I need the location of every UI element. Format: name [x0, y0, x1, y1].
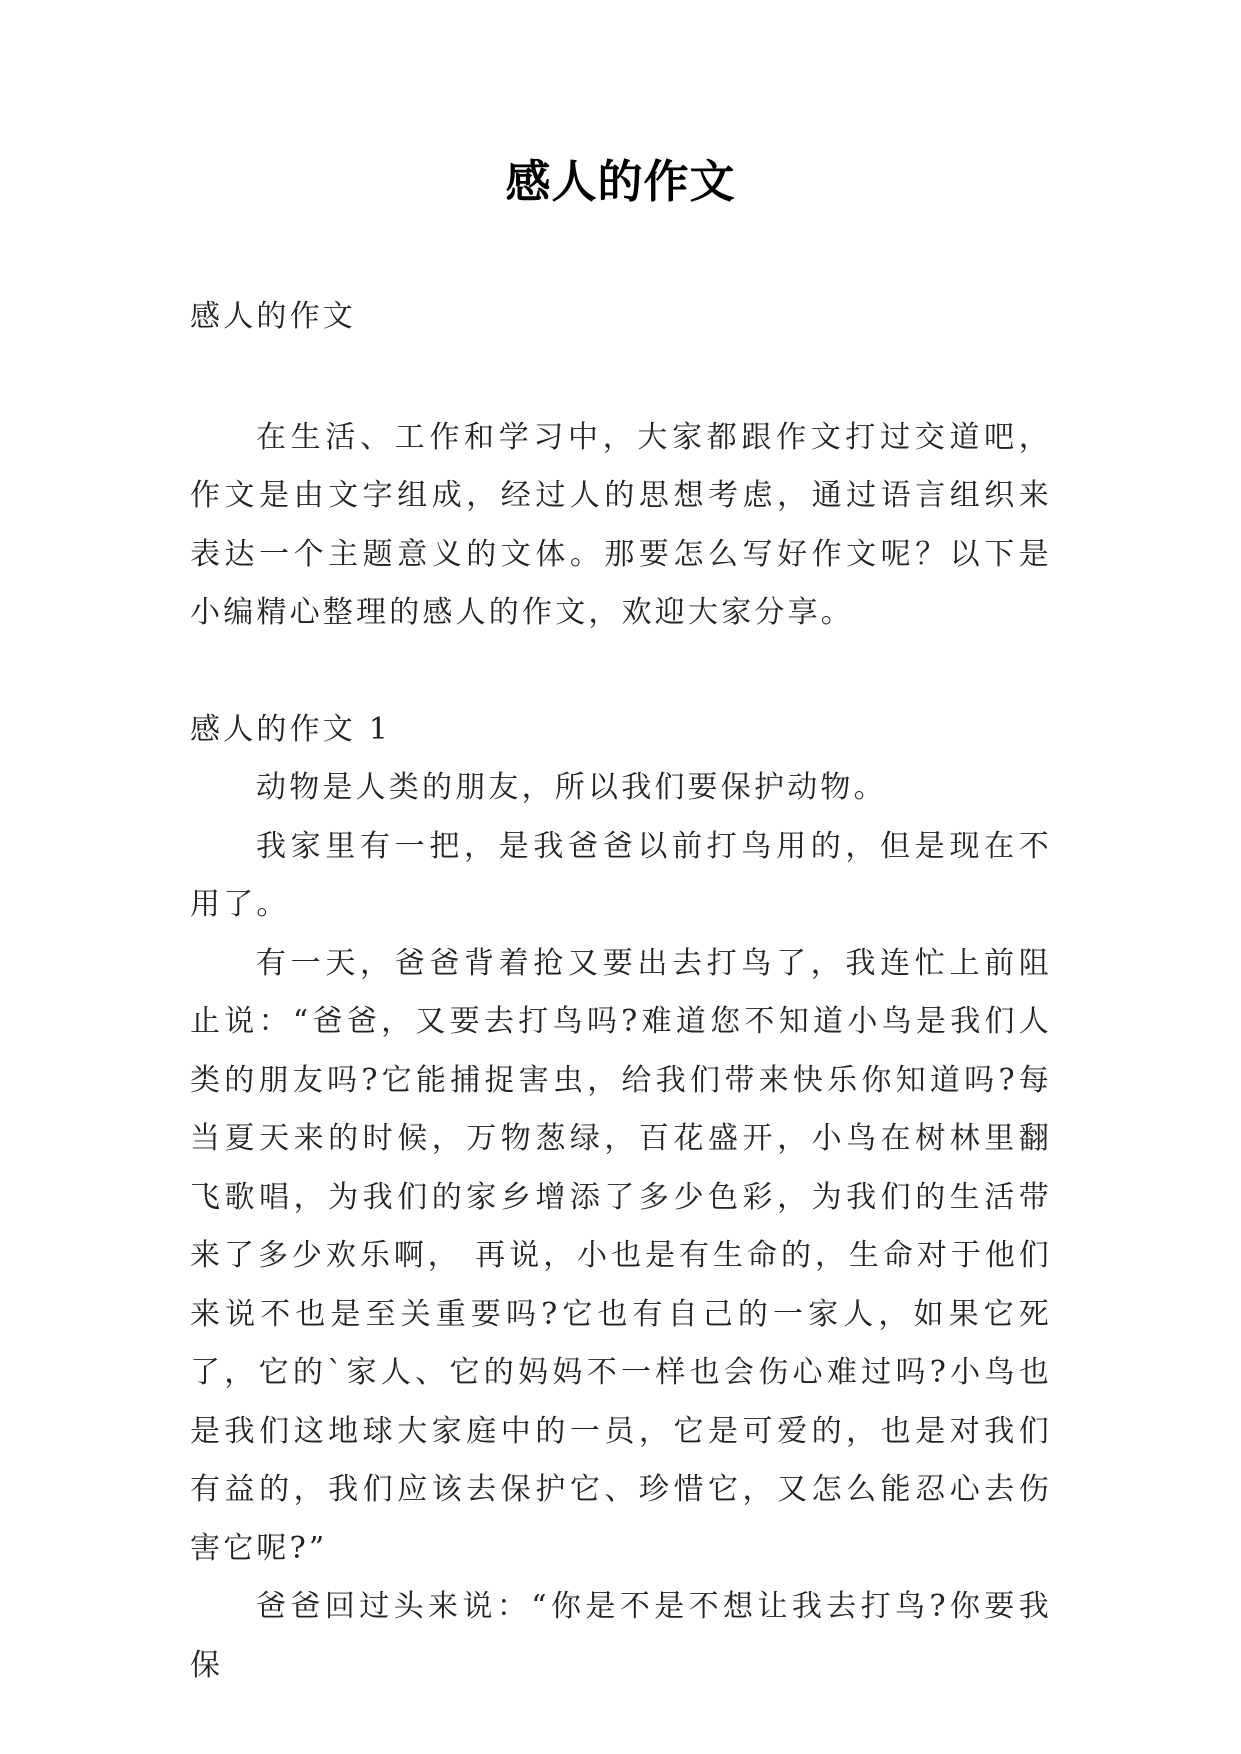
- spacer: [190, 643, 1052, 701]
- body-paragraph: 动物是人类的朋友，所以我们要保护动物。: [256, 770, 887, 805]
- document-body: [190, 288, 1052, 1695]
- body-paragraph: 有一天，爸爸背着抢又要出去打鸟了，我连忙上前阻止说：“爸爸，又要去打鸟吗?难道您不知道小鸟是我们人类的朋友吗?它能捕捉害虫，给我们带来快乐你知道吗?每当夏天来的时候，万物葱绿，百花盛开，小鸟在树林里翻飞歌唱，为我们的家乡增添了多少色彩，为我们的生活带来了多少欢乐啊， 再说，小也是有生命的，生命对于他们来说不也是至关重要吗?它也有自己的一家人，如果它死了，它的`家人、它的妈妈不一样也会伤心难过吗?小鸟也是我们这地球大家庭中的一员，它是可爱的，也是对我们有益的，我们应该去保护它、珍惜它，又怎么能忍心去伤害它呢?”: [190, 945, 1052, 1566]
- body-paragraph: 我家里有一把，是我爸爸以前打鸟用的，但是现在不用了。: [190, 828, 1052, 922]
- subtitle: 感人的作文: [190, 299, 356, 334]
- body-paragraph: 爸爸回过头来说：“你是不是不想让我去打鸟?你要我保: [190, 1589, 1052, 1683]
- document-title: 感人的作文: [505, 155, 736, 208]
- spacer: [190, 347, 1052, 409]
- section-heading: 感人的作文 1: [190, 711, 392, 747]
- intro-paragraph: 在生活、工作和学习中，大家都跟作文打过交道吧，作文是由文字组成，经过人的思想考虑，通过语言组织来表达一个主题意义的文体。那要怎么写好作文呢？以下是小编精心整理的感人的作文，欢迎大家分享。: [190, 419, 1052, 630]
